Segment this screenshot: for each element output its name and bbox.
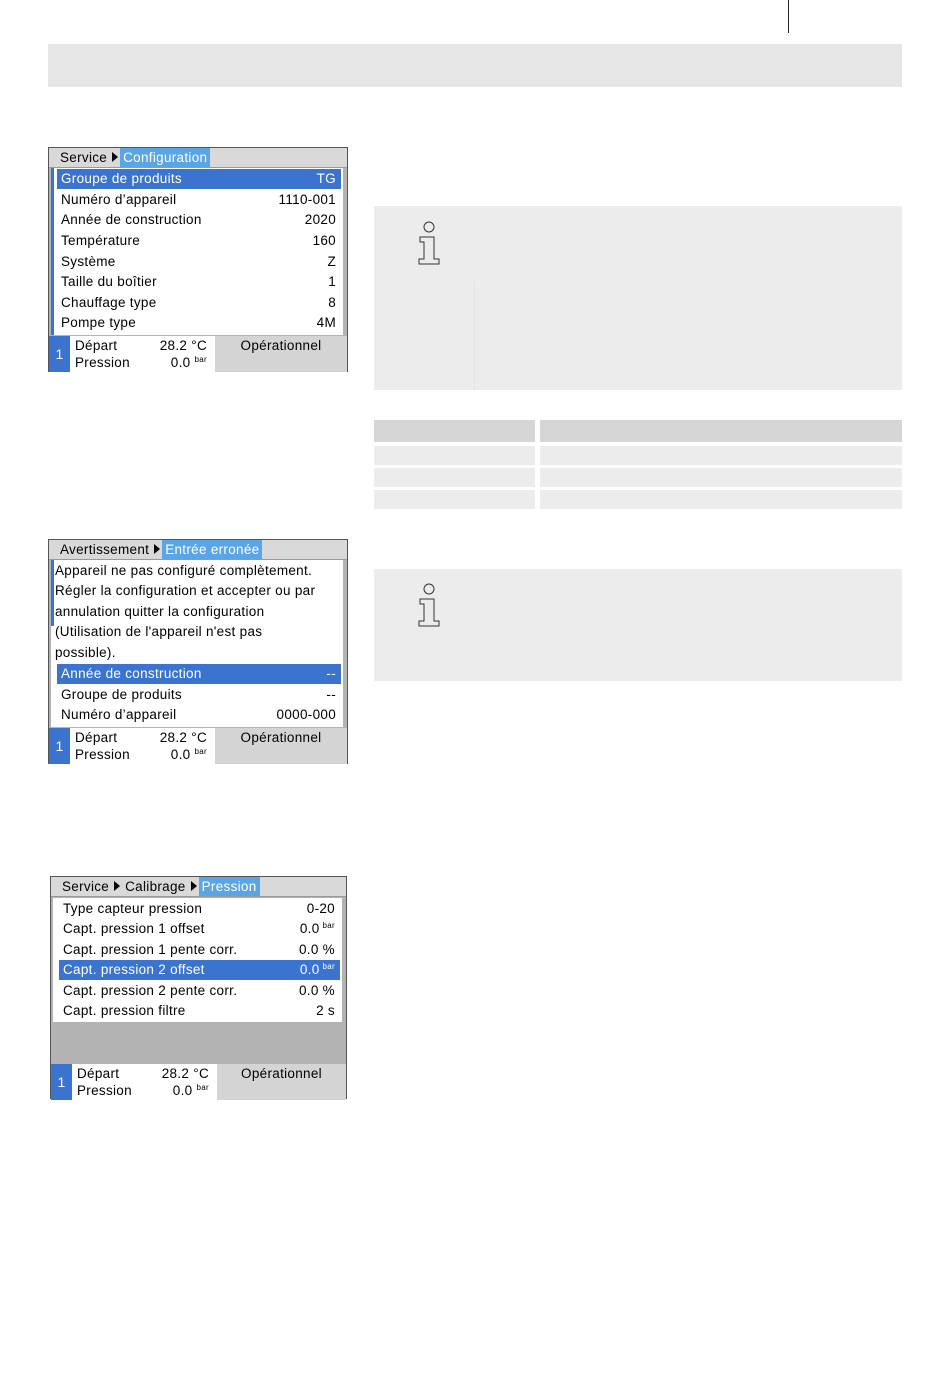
list-item[interactable]: Année de construction --	[57, 664, 341, 684]
table-cell	[540, 446, 902, 465]
operating-state: Opérationnel	[217, 1064, 346, 1100]
circuit-number: 1	[51, 1064, 72, 1100]
list-item[interactable]: Type capteur pression 0-20	[63, 901, 335, 916]
device-screen-pressure-calibration	[50, 876, 347, 1099]
status-values	[70, 336, 215, 372]
list-item[interactable]: Capt. pression 2 offset 0.0 $^{bar}$	[59, 960, 340, 980]
info-note	[374, 206, 902, 390]
pressure-reading: 0.0 $^{bar}$	[170, 355, 207, 370]
breadcrumb-invalid-entry[interactable]: Entrée erronée	[162, 540, 262, 559]
header-bar	[48, 44, 902, 87]
warning-message-line: annulation quitter la configuration	[55, 604, 265, 619]
table-cell	[540, 468, 902, 487]
breadcrumb-arrow-icon	[154, 544, 160, 554]
table-cell	[374, 490, 535, 509]
warning-message-line: possible).	[55, 645, 116, 660]
status-values	[72, 1064, 217, 1100]
circuit-number: 1	[49, 336, 70, 372]
warning-message-line: (Utilisation de l'appareil n'est pas	[55, 624, 263, 639]
breadcrumb-configuration[interactable]: Configuration	[120, 148, 210, 167]
pressure-reading: 0.0 $^{bar}$	[172, 1083, 209, 1098]
breadcrumb	[49, 148, 347, 168]
note-divider	[474, 281, 475, 390]
list-item[interactable]: Pompe type 4M	[61, 315, 336, 330]
flow-label: Départ	[77, 1066, 120, 1081]
breadcrumb-service[interactable]: Service	[62, 879, 110, 894]
pressure-label: Pression	[75, 355, 130, 370]
list-item[interactable]: Numéro d’appareil 0000-000	[61, 707, 336, 722]
status-values	[70, 728, 215, 764]
list-item[interactable]: Groupe de produits --	[61, 687, 336, 702]
list-item[interactable]: Système Z	[61, 254, 336, 269]
list-item[interactable]: Année de construction 2020	[61, 212, 336, 227]
pressure-label: Pression	[77, 1083, 132, 1098]
operating-state: Opérationnel	[215, 728, 347, 764]
breadcrumb	[51, 877, 346, 897]
table-cell	[540, 490, 902, 509]
list-item[interactable]: Capt. pression filtre 2 s	[63, 1003, 335, 1018]
flow-value: 28.2 °C	[161, 1066, 209, 1081]
flow-label: Départ	[75, 338, 118, 353]
warning-panel	[51, 560, 343, 727]
breadcrumb-pressure[interactable]: Pression	[199, 877, 260, 896]
list-item[interactable]: Groupe de produits TG	[57, 169, 341, 189]
breadcrumb-calibration[interactable]: Calibrage	[125, 879, 186, 894]
list-item[interactable]: Taille du boîtier 1	[61, 274, 336, 289]
breadcrumb-arrow-icon	[114, 881, 120, 891]
status-bar	[49, 336, 347, 372]
breadcrumb-arrow-icon	[191, 881, 197, 891]
breadcrumb-arrow-icon	[112, 152, 118, 162]
warning-message-line: Appareil ne pas configuré complètement.	[55, 563, 313, 578]
status-bar	[49, 728, 347, 764]
flow-value: 28.2 °C	[159, 730, 207, 745]
device-screen-configuration	[48, 147, 348, 372]
warning-message-line: Régler la configuration et accepter ou par	[55, 583, 316, 598]
info-note	[374, 569, 902, 681]
settings-list	[51, 168, 343, 335]
info-icon	[415, 220, 443, 268]
table-header-cell	[374, 420, 535, 442]
list-item[interactable]: Capt. pression 1 pente corr. 0.0 %	[63, 942, 335, 957]
table-header-cell	[540, 420, 902, 442]
operating-state: Opérationnel	[215, 336, 347, 372]
status-bar	[51, 1064, 346, 1100]
circuit-number: 1	[49, 728, 70, 764]
table-cell	[374, 446, 535, 465]
flow-label: Départ	[75, 730, 118, 745]
info-icon	[415, 582, 443, 630]
scrollbar[interactable]	[51, 168, 54, 335]
list-item[interactable]: Numéro d’appareil 1110-001	[61, 192, 336, 207]
breadcrumb-warning[interactable]: Avertissement	[60, 542, 150, 557]
breadcrumb	[49, 540, 347, 560]
list-item[interactable]: Capt. pression 1 offset 0.0 $^{bar}$	[63, 921, 335, 936]
breadcrumb-service[interactable]: Service	[60, 150, 108, 165]
device-screen-warning	[48, 539, 348, 764]
table-cell	[374, 468, 535, 487]
settings-list	[53, 898, 342, 1022]
list-item[interactable]: Chauffage type 8	[61, 295, 336, 310]
flow-value: 28.2 °C	[159, 338, 207, 353]
list-item[interactable]: Capt. pression 2 pente corr. 0.0 %	[63, 983, 335, 998]
list-item[interactable]: Température 160	[61, 233, 336, 248]
top-divider-line	[788, 0, 789, 33]
pressure-label: Pression	[75, 747, 130, 762]
pressure-reading: 0.0 $^{bar}$	[170, 747, 207, 762]
scrollbar[interactable]	[51, 560, 54, 626]
